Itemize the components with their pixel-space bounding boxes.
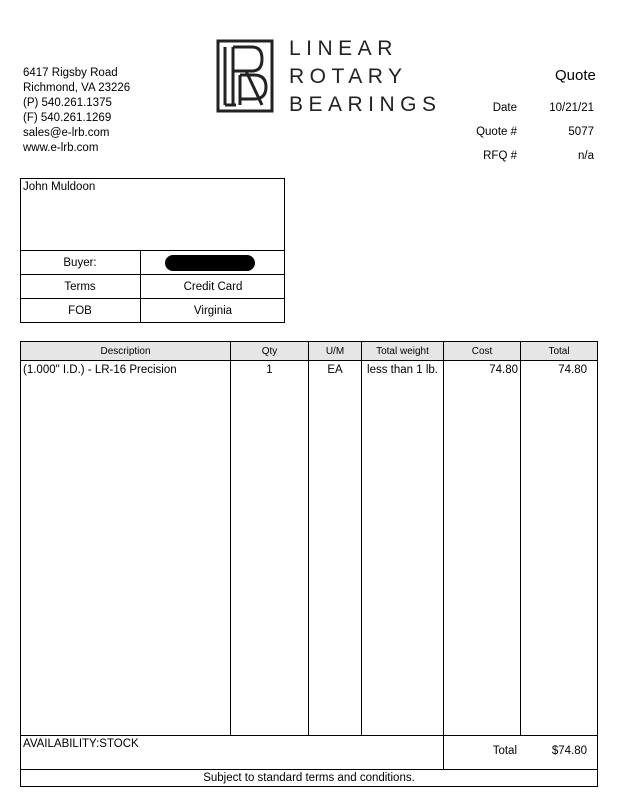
rfq-value: n/a	[578, 150, 594, 162]
address-line: 6417 Rigsby Road	[23, 67, 118, 79]
date-value: 10/21/21	[549, 102, 594, 114]
grand-total-value: $74.80	[551, 745, 587, 757]
logo-word: LINEAR	[289, 37, 398, 60]
col-header-description: Description	[21, 342, 230, 360]
phone-line: (P) 540.261.1375	[23, 97, 112, 109]
customer-name: John Muldoon	[23, 181, 96, 193]
row-total: 74.80	[558, 364, 587, 376]
buyer-label: Buyer:	[63, 256, 97, 269]
redaction-block	[165, 255, 255, 271]
document-title: Quote	[555, 67, 596, 84]
website-line: www.e-lrb.com	[23, 142, 99, 154]
fob-label: FOB	[68, 304, 92, 317]
terms-value: Credit Card	[183, 280, 243, 293]
company-logo-text	[289, 35, 442, 119]
col-header-um: U/M	[309, 342, 361, 360]
company-address	[23, 66, 130, 156]
col-header-total: Total	[521, 342, 597, 360]
grand-total-label: Total	[492, 745, 517, 757]
row-description: (1.000" I.D.) - LR-16 Precision	[23, 364, 177, 376]
items-table	[20, 341, 598, 787]
buyer-value-cell	[141, 251, 285, 274]
quote-number-value: 5077	[568, 126, 594, 138]
col-header-weight: Total weight	[362, 342, 443, 360]
col-header-cost: Cost	[444, 342, 520, 360]
email-line: sales@e-lrb.com	[23, 127, 110, 139]
availability-note: AVAILABILITY:STOCK	[23, 738, 139, 750]
terms-note: Subject to standard terms and conditions.	[203, 772, 415, 784]
fob-value: Virginia	[193, 304, 233, 317]
row-cost: 74.80	[489, 364, 518, 376]
terms-label: Terms	[64, 280, 96, 293]
address-line: Richmond, VA 23226	[23, 82, 131, 94]
date-label: Date	[492, 102, 517, 114]
rfq-label: RFQ #	[483, 150, 517, 162]
row-weight: less than 1 lb.	[367, 364, 438, 376]
row-um: EA	[327, 364, 343, 376]
logo-word: BEARINGS	[289, 93, 442, 116]
quote-number-label: Quote #	[476, 126, 517, 138]
company-logo-mark	[216, 39, 274, 113]
logo-word: ROTARY	[289, 65, 408, 88]
fax-line: (F) 540.261.1269	[23, 112, 112, 124]
row-qty: 1	[266, 364, 273, 376]
col-header-qty: Qty	[231, 342, 308, 360]
